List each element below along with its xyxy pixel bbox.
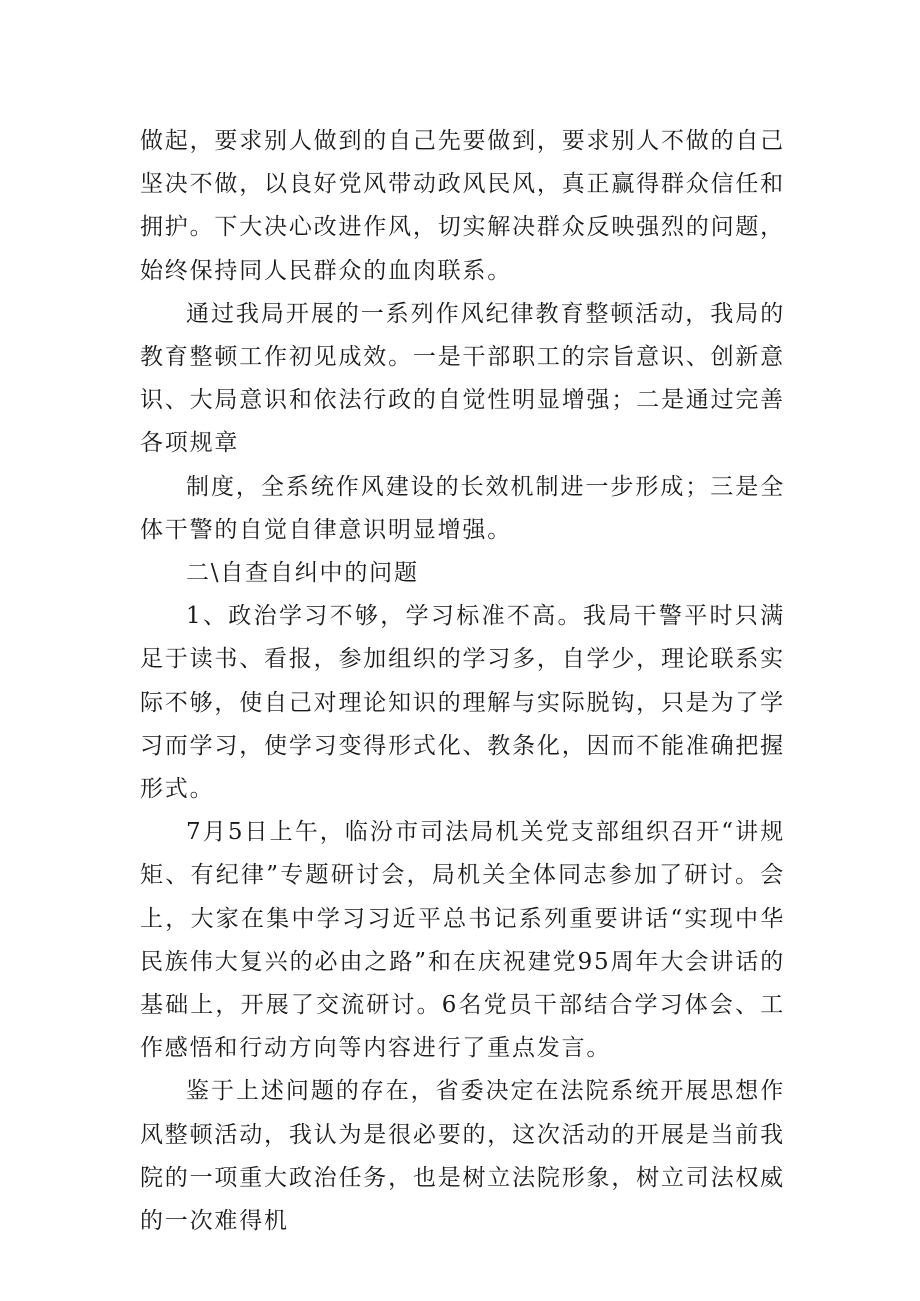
paragraph-problem-one: 1、政治学习不够，学习标准不高。我局干警平时只满足于读书、看报，参加组织的学习多，自学少，理论联系实际不够，使自己对理论知识的理解与实际脱钩，只是为了学习而学习，使学习变得形式化、教条化，因而不能准确把握形式。 (140, 603, 785, 803)
paragraph-rectification: 鉴于上述问题的存在，省委决定在法院系统开展思想作风整顿活动，我认为是很必要的，这次活动的开展是当前我院的一项重大政治任务，也是树立法院形象，树立司法权威的一次难得机 (140, 1078, 785, 1235)
paragraph-seminar: 7月5日上午，临汾市司法局机关党支部组织召开“讲规矩、有纪律”专题研讨会，局机关全体同志参加了研讨。会上，大家在集中学习习近平总书记系列重要讲话“实现中华民族伟大复兴的必由之路”和在庆祝建党95周年大会讲话的基础上，开展了交流研讨。6名党员干部结合学习体会、工作感悟和行动方向等内容进行了重点发言。 (140, 819, 785, 1062)
paragraph-results: 通过我局开展的一系列作风纪律教育整顿活动，我局的教育整顿工作初见成效。一是干部职工的宗旨意识、创新意识、大局意识和依法行政的自觉性明显增强；二是通过完善各项规章 (140, 300, 785, 457)
document-body (140, 120, 785, 1243)
paragraph-results-continued: 制度，全系统作风建设的长效机制进一步形成；三是全体干警的自觉自律意识明显增强。 (140, 473, 785, 543)
paragraph-continuation: 做起，要求别人做到的自己先要做到，要求别人不做的自己坚决不做，以良好党风带动政风民风，真正赢得群众信任和拥护。下大决心改进作风，切实解决群众反映强烈的问题，始终保持同人民群众的血肉联系。 (140, 128, 785, 284)
section-heading: 二\自查自纠中的问题 (186, 560, 419, 587)
